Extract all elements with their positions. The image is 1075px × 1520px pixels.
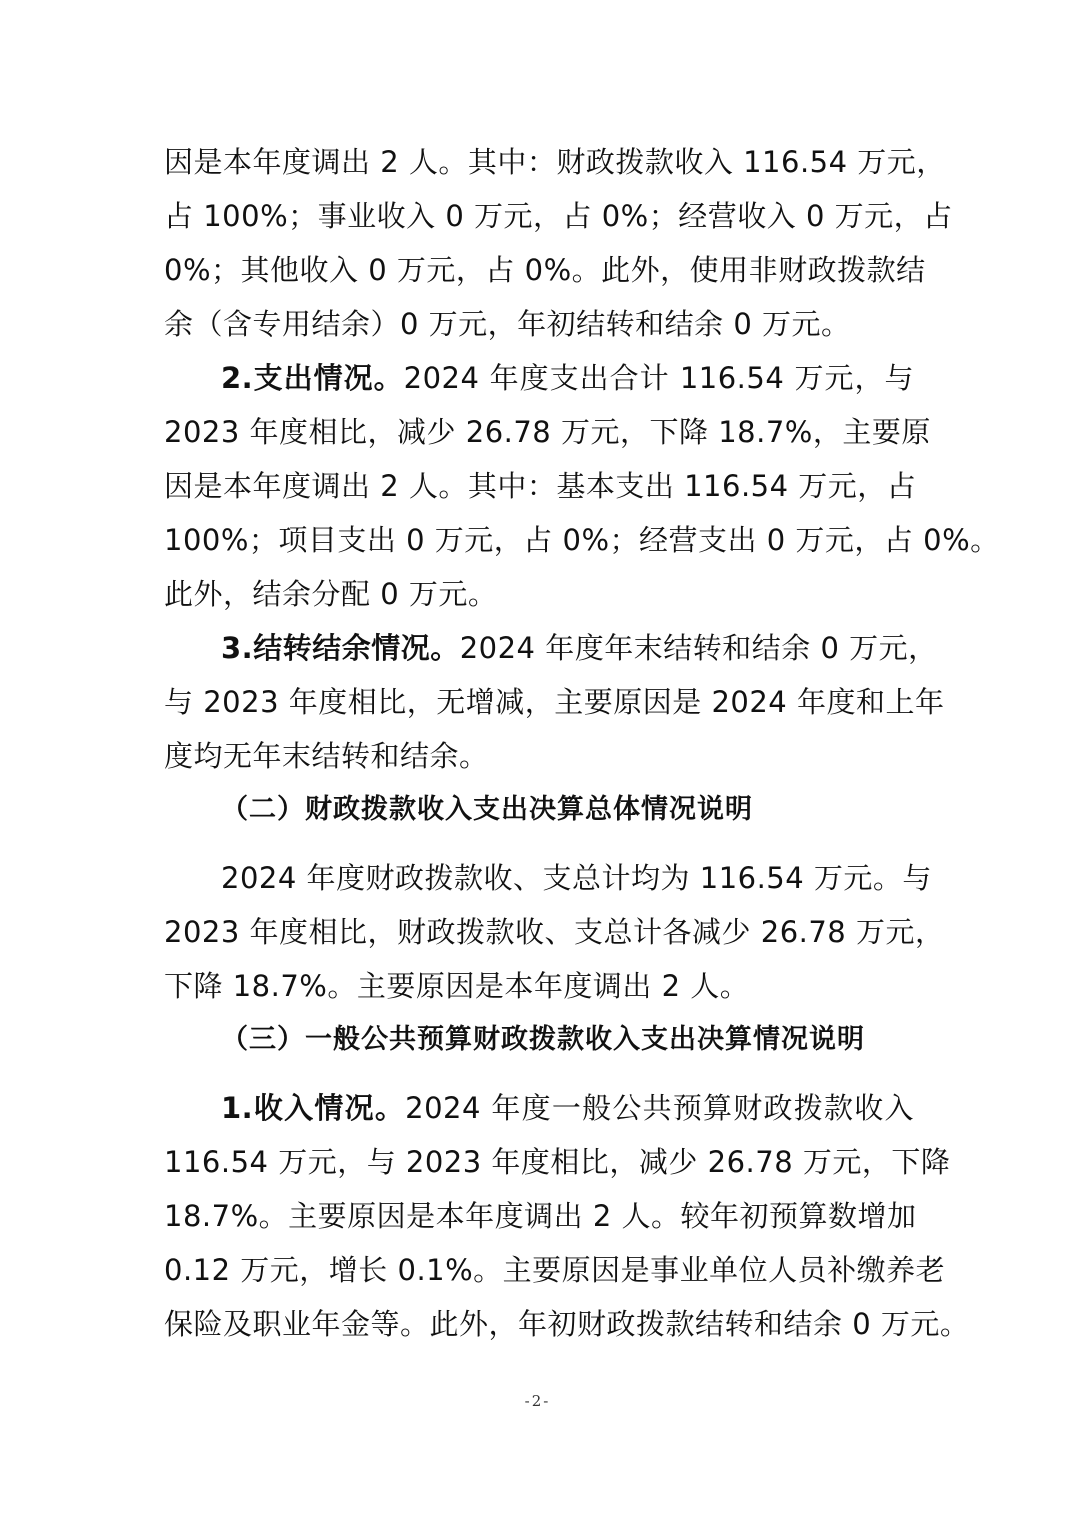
paragraph-lead: 1.收入情况。	[221, 1091, 406, 1125]
body-text: 2024 年度支出合计 116.54 万元，与	[403, 361, 914, 395]
body-text-line: 2023 年度相比，减少 26.78 万元，下降 18.7%，主要原	[164, 415, 931, 449]
paragraph-first-line	[221, 628, 938, 668]
body-text-line: 余（含专用结余）0 万元，年初结转和结余 0 万元。	[164, 307, 851, 341]
paragraph-lead: 3.结转结余情况。	[221, 631, 460, 665]
body-text-line: 度均无年末结转和结余。	[164, 739, 489, 773]
body-text-line: 占 100%；事业收入 0 万元，占 0%；经营收入 0 万元，占	[164, 199, 953, 233]
body-text-line: 0.12 万元，增长 0.1%。主要原因是事业单位人员补缴养老	[164, 1253, 946, 1287]
body-text-line: 116.54 万元，与 2023 年度相比，减少 26.78 万元，下降	[164, 1145, 951, 1179]
body-text-line: 保险及职业年金等。此外，年初财政拨款结转和结余 0 万元。	[164, 1307, 970, 1341]
body-text-line: 100%；项目支出 0 万元，占 0%；经营支出 0 万元，占 0%。	[164, 523, 1000, 557]
page-number: -2-	[524, 1392, 551, 1410]
body-text-line: 此外，结余分配 0 万元。	[164, 577, 498, 611]
section-heading: （三）一般公共预算财政拨款收入支出决算情况说明	[221, 1024, 865, 1055]
paragraph-first-line	[221, 1088, 914, 1128]
body-text-line: 因是本年度调出 2 人。其中：财政拨款收入 116.54 万元，	[164, 145, 946, 179]
body-text-line: 下降 18.7%。主要原因是本年度调出 2 人。	[164, 969, 750, 1003]
body-text: 2024 年度一般公共预算财政拨款收入	[405, 1091, 914, 1125]
body-text: 2024 年度年末结转和结余 0 万元，	[459, 631, 938, 665]
section-heading: （二）财政拨款收入支出决算总体情况说明	[221, 794, 753, 825]
body-text-line: 与 2023 年度相比，无增减，主要原因是 2024 年度和上年	[164, 685, 945, 719]
body-text-line: 2023 年度相比，财政拨款收、支总计各减少 26.78 万元，	[164, 915, 945, 949]
paragraph-first-line	[221, 358, 914, 398]
body-text-line: 18.7%。主要原因是本年度调出 2 人。较年初预算数增加	[164, 1199, 917, 1233]
body-text-line: 0%；其他收入 0 万元，占 0%。此外，使用非财政拨款结	[164, 253, 926, 287]
body-text-line: 2024 年度财政拨款收、支总计均为 116.54 万元。与	[221, 861, 932, 895]
paragraph-lead: 2.支出情况。	[221, 361, 404, 395]
body-text-line: 因是本年度调出 2 人。其中：基本支出 116.54 万元，占	[164, 469, 917, 503]
